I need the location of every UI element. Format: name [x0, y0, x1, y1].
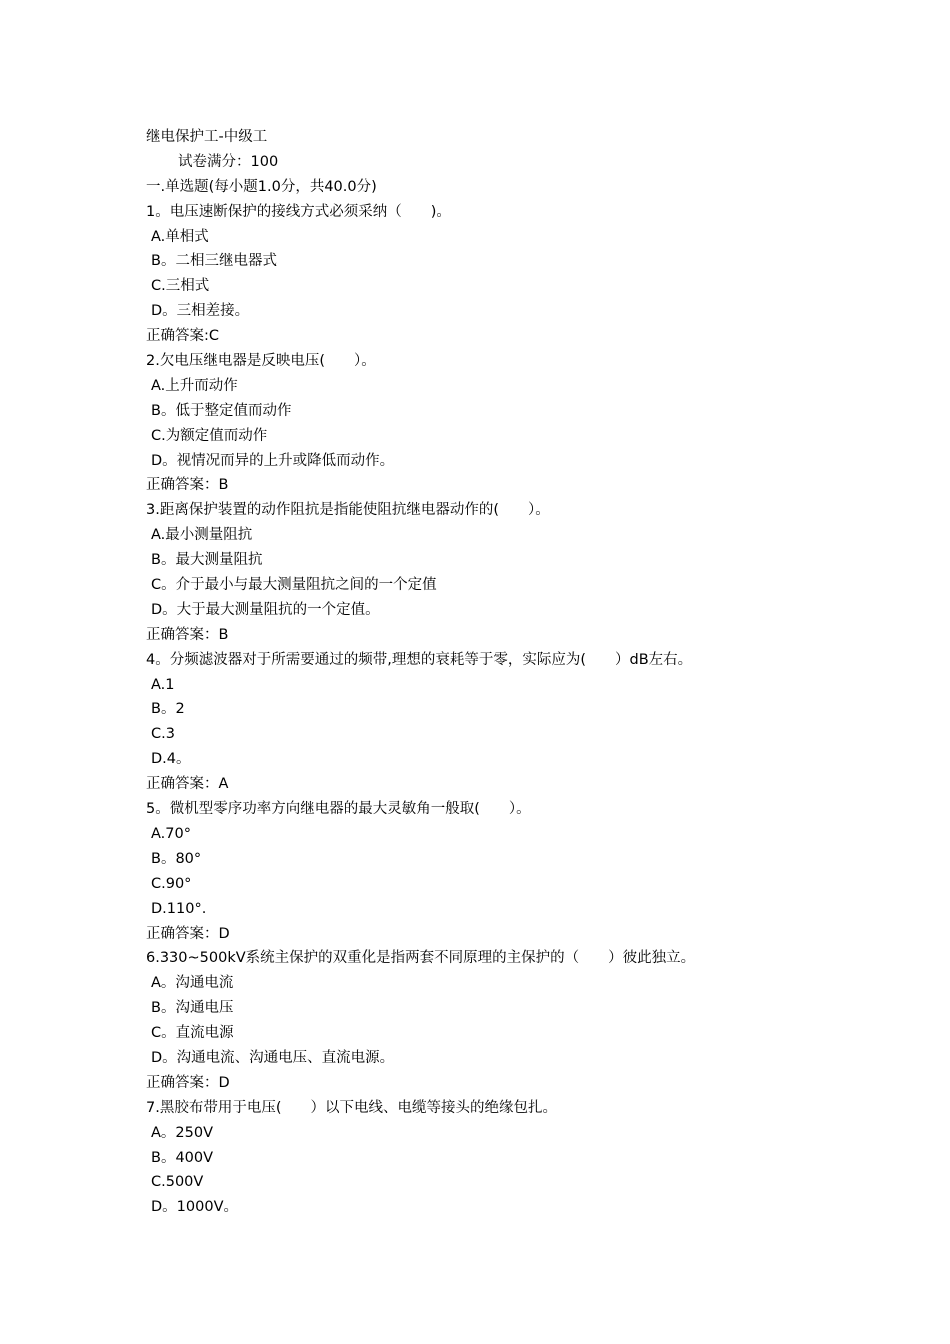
option-b: B。沟通电压 [151, 1000, 234, 1017]
correct-answer: 正确答案:C [146, 328, 220, 345]
option-a: A.上升而动作 [151, 377, 238, 394]
option-a: A.最小测量阻抗 [151, 527, 253, 544]
section-heading: 一.单选题(每小题1.0分，共40.0分) [146, 178, 377, 195]
question-3 [146, 498, 926, 647]
option-c: C.3 [151, 726, 175, 743]
option-b: B。2 [151, 701, 185, 718]
option-d: D。视情况而异的上升或降低而动作。 [151, 452, 395, 469]
option-b: B。低于整定值而动作 [151, 402, 292, 419]
option-d: D.110°. [151, 900, 207, 917]
option-b: B。最大测量阻抗 [151, 552, 263, 569]
document-page [146, 125, 926, 1220]
option-a: A。250V [151, 1124, 214, 1141]
option-d: D。沟通电流、沟通电压、直流电源。 [151, 1049, 395, 1066]
question-6 [146, 946, 926, 1095]
question-7 [146, 1096, 926, 1220]
question-stem: 1。电压速断保护的接线方式必须采纳（ )。 [146, 203, 451, 220]
option-a: A.单相式 [151, 228, 209, 245]
question-stem: 7.黑胶布带用于电压( ）以下电线、电缆等接头的绝缘包扎。 [146, 1099, 557, 1116]
question-stem: 4。分频滤波器对于所需要通过的频带,理想的衰耗等于零，实际应为( ）dB左右。 [146, 651, 693, 668]
correct-answer: 正确答案：A [146, 776, 229, 793]
option-b: B。二相三继电器式 [151, 253, 277, 270]
option-d: D.4。 [151, 751, 191, 768]
option-d: D。三相差接。 [151, 303, 250, 320]
option-c: C。直流电源 [151, 1025, 234, 1042]
correct-answer: 正确答案：D [146, 1074, 230, 1091]
question-stem: 2.欠电压继电器是反映电压( ）。 [146, 353, 376, 370]
option-a: A.1 [151, 676, 175, 693]
correct-answer: 正确答案：D [146, 925, 230, 942]
question-2 [146, 349, 926, 498]
correct-answer: 正确答案：B [146, 626, 229, 643]
question-5 [146, 797, 926, 946]
option-c: C.500V [151, 1174, 204, 1191]
option-b: B。400V [151, 1149, 214, 1166]
question-stem: 6.330~500kV系统主保护的双重化是指两套不同原理的主保护的（ ）彼此独立。 [146, 950, 696, 967]
question-stem: 5。微机型零序功率方向继电器的最大灵敏角一般取( ）。 [146, 801, 531, 818]
question-stem: 3.距离保护装置的动作阻抗是指能使阻抗继电器动作的( ）。 [146, 502, 550, 519]
correct-answer: 正确答案：B [146, 477, 229, 494]
option-d: D。大于最大测量阻抗的一个定值。 [151, 601, 380, 618]
option-c: C.为额定值而动作 [151, 427, 268, 444]
document-title: 继电保护工-中级工 [146, 129, 268, 145]
option-c: C.三相式 [151, 278, 210, 295]
option-c: C.90° [151, 875, 192, 892]
question-1 [146, 200, 926, 349]
option-d: D。1000V。 [151, 1199, 238, 1216]
option-a: A。沟通电流 [151, 975, 234, 992]
option-a: A.70° [151, 825, 191, 842]
exam-total-score: 试卷满分：100 [178, 153, 279, 170]
option-b: B。80° [151, 850, 202, 867]
option-c: C。介于最小与最大测量阻抗之间的一个定值 [151, 577, 437, 594]
question-4 [146, 648, 926, 797]
